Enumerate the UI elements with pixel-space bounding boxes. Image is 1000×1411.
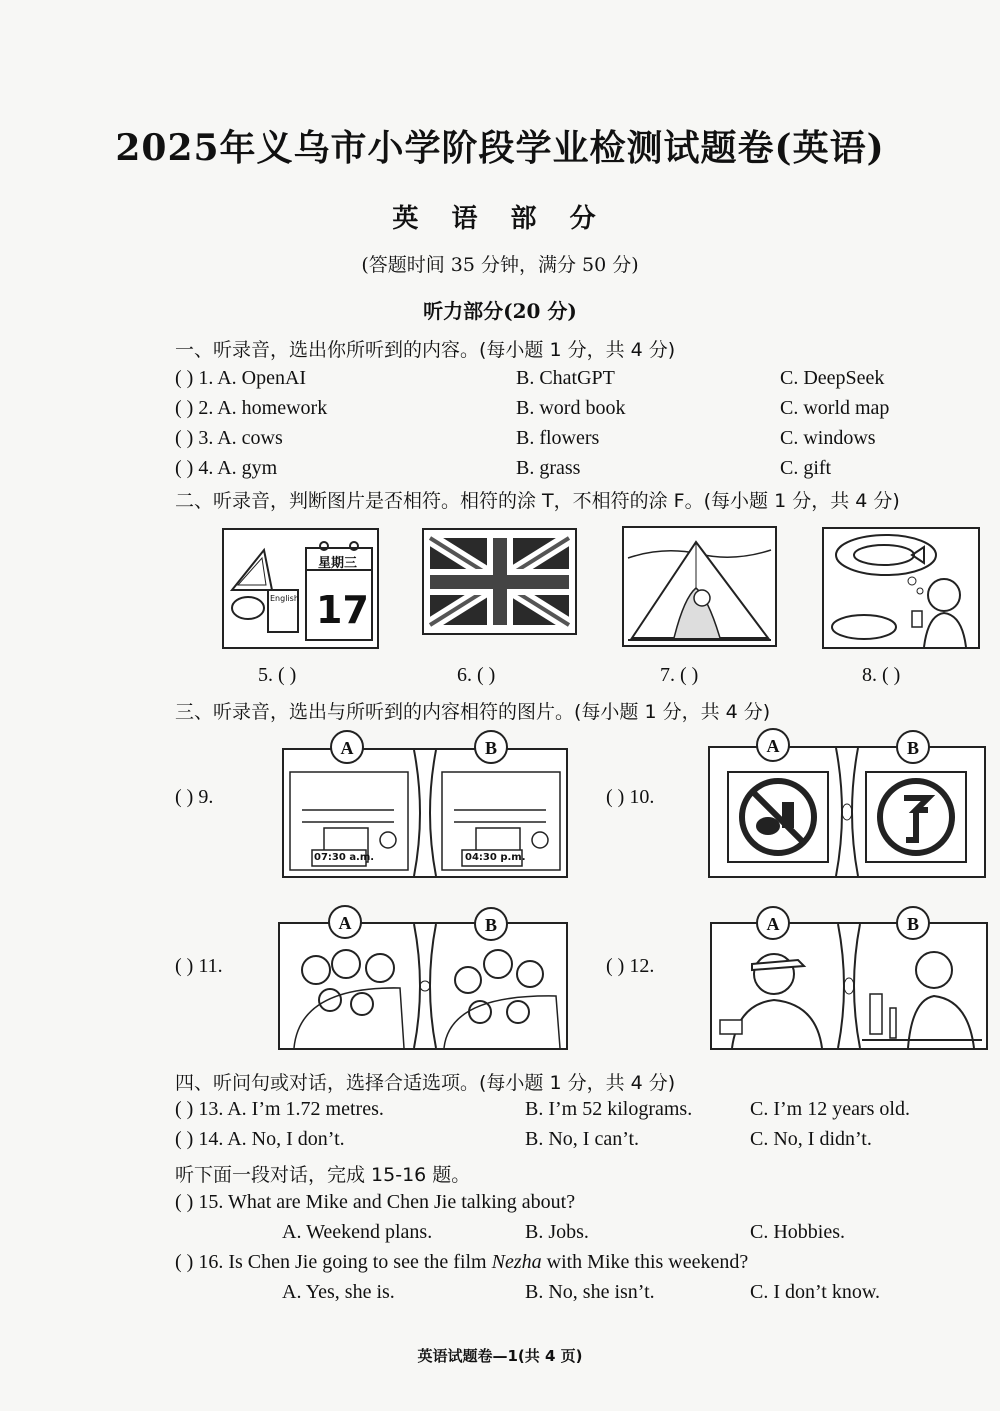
q15-stem: ( ) 15. What are Mike and Chen Jie talking about? [175, 1191, 576, 1213]
section-subtitle: 英 语 部 分 [392, 204, 608, 234]
q15-option-b: B. Jobs. [525, 1221, 589, 1243]
q15-option-a: A. Weekend plans. [282, 1221, 433, 1243]
q2-stem: ( ) 2. A. homework [175, 397, 328, 419]
dialog-note: 听下面一段对话，完成 15-16 题。 [175, 1164, 471, 1186]
q16-stem-post: with Mike this weekend? [541, 1251, 749, 1273]
q1-stem: ( ) 1. A. OpenAI [175, 367, 307, 389]
scientist-icon [916, 952, 952, 988]
q16-option-b: B. No, she isn’t. [525, 1281, 655, 1303]
listening-part-title: 听力部分(20 分) [423, 299, 577, 323]
q16-stem [175, 1251, 748, 1274]
q9-label-a: A [330, 730, 364, 764]
boy-icon [928, 579, 960, 611]
child-icon [694, 590, 710, 606]
q8-answer[interactable]: 8. ( ) [862, 664, 901, 686]
family-member-icon [302, 956, 330, 984]
q9-label-b: B [474, 730, 508, 764]
q12-stem: ( ) 12. [606, 955, 655, 977]
union-jack-icon [424, 530, 575, 633]
q16-option-c: C. I don’t know. [750, 1281, 880, 1303]
calendar-weekday: 星期三 [318, 556, 358, 571]
q13-stem: ( ) 13. A. I’m 1.72 metres. [175, 1098, 384, 1120]
q14-option-b: B. No, I can’t. [525, 1128, 640, 1150]
picture-5-stationery-calendar [222, 528, 379, 649]
q4-option-c: C. gift [780, 457, 832, 479]
q11-picture-pair [278, 922, 568, 1050]
q1-option-c: C. DeepSeek [780, 367, 885, 389]
q10-stem: ( ) 10. [606, 786, 655, 808]
calendar-day: 17 [316, 588, 369, 632]
q2-option-c: C. world map [780, 397, 890, 419]
q5-answer[interactable]: 5. ( ) [258, 664, 297, 686]
section2-heading: 二、听录音，判断图片是否相符。相符的涂 T，不相符的涂 F。(每小题 1 分，共 4 分) [175, 490, 900, 512]
q3-stem: ( ) 3. A. cows [175, 427, 283, 449]
palette-icon [232, 597, 264, 619]
book-label: English [270, 594, 299, 603]
q13-option-b: B. I’m 52 kilograms. [525, 1098, 693, 1120]
q16-film-title: Nezha [491, 1251, 542, 1273]
time-note: (答题时间 35 分钟，满分 50 分) [361, 254, 639, 276]
q11-label-a: A [328, 905, 362, 939]
q12-picture-pair [710, 922, 988, 1050]
q11-label-b: B [474, 907, 508, 941]
page-title: 2025年义乌市小学阶段学业检测试题卷(英语) [115, 127, 885, 169]
student-icon [380, 832, 396, 848]
section4-heading: 四、听问句或对话，选择合适选项。(每小题 1 分，共 4 分) [175, 1072, 676, 1094]
q14-option-c: C. No, I didn’t. [750, 1128, 872, 1150]
q4-option-b: B. grass [516, 457, 581, 479]
microscope-icon [870, 994, 882, 1034]
section3-heading: 三、听录音，选出与所听到的内容相符的图片。(每小题 1 分，共 4 分) [175, 701, 771, 723]
picture-7-tent-camping [622, 526, 777, 647]
q11-stem: ( ) 11. [175, 955, 223, 977]
q7-answer[interactable]: 7. ( ) [660, 664, 699, 686]
q10-label-b: B [896, 730, 930, 764]
q6-answer[interactable]: 6. ( ) [457, 664, 496, 686]
q3-option-b: B. flowers [516, 427, 600, 449]
q10-label-a: A [756, 728, 790, 762]
picture-6-uk-flag [422, 528, 577, 635]
q9-stem: ( ) 9. [175, 786, 214, 808]
q12-label-b: B [896, 906, 930, 940]
clock-b-text: 04:30 p.m. [465, 852, 526, 863]
q16-stem-pre: ( ) 16. Is Chen Jie going to see the film [175, 1251, 492, 1273]
q2-option-b: B. word book [516, 397, 626, 419]
q10-picture-pair [708, 746, 986, 878]
picture-8-refuse-fish [822, 527, 980, 649]
q14-stem: ( ) 14. A. No, I don’t. [175, 1128, 345, 1150]
thought-bubble-icon [836, 535, 936, 575]
clock-a-text: 07:30 a.m. [314, 852, 375, 863]
q3-option-c: C. windows [780, 427, 876, 449]
plate-icon [832, 615, 896, 639]
q4-stem: ( ) 4. A. gym [175, 457, 278, 479]
section1-heading: 一、听录音，选出你所听到的内容。(每小题 1 分，共 4 分) [175, 339, 676, 361]
q16-option-a: A. Yes, she is. [282, 1281, 395, 1303]
q15-option-c: C. Hobbies. [750, 1221, 845, 1243]
q9-picture-pair [282, 748, 568, 878]
q13-option-c: C. I’m 12 years old. [750, 1098, 910, 1120]
page-footer: 英语试题卷—1(共 4 页) [417, 1347, 583, 1365]
q1-option-b: B. ChatGPT [516, 367, 615, 389]
q12-label-a: A [756, 906, 790, 940]
